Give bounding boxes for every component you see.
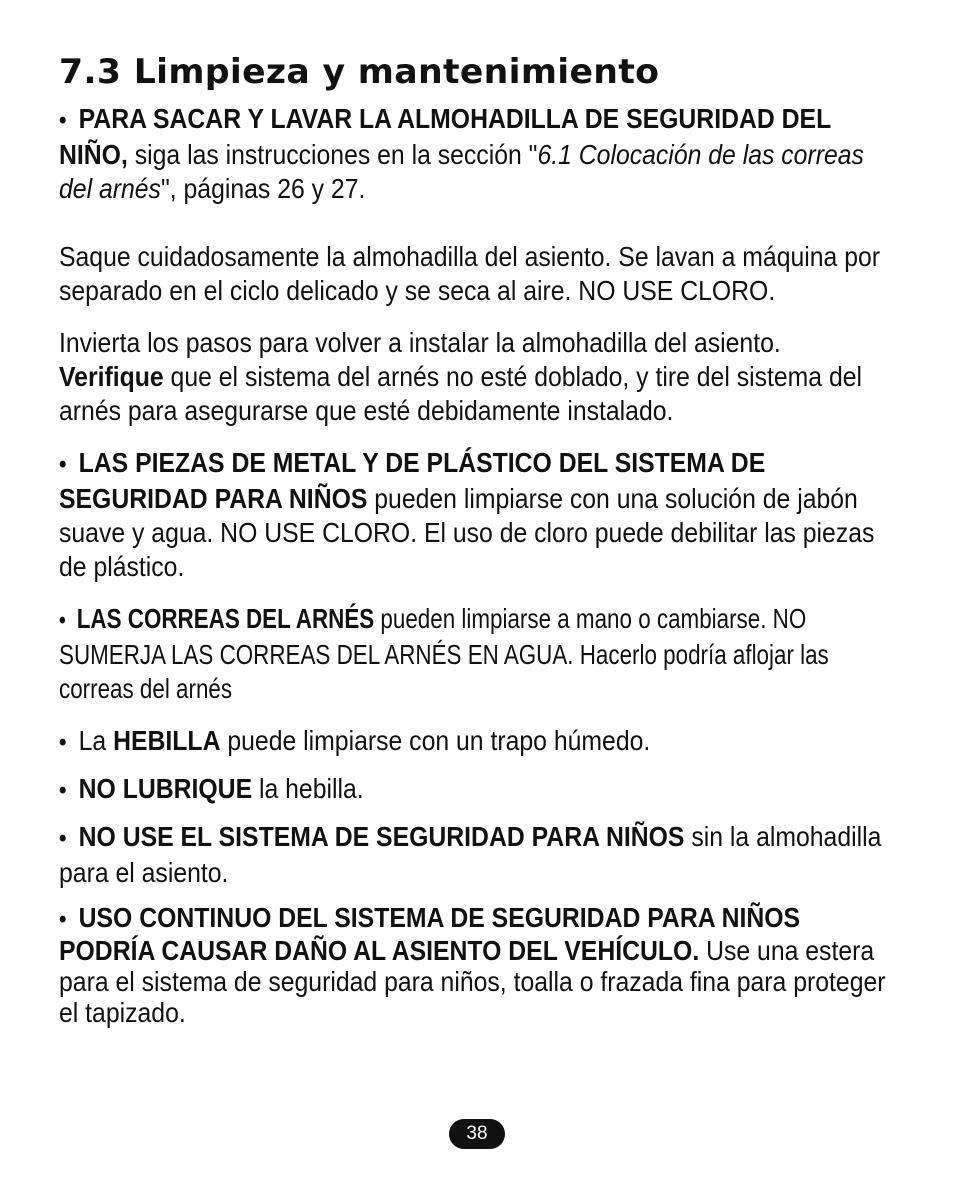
paragraph-metal-plastic	[59, 446, 899, 584]
page-content	[59, 52, 899, 1028]
paragraph-text: La	[78, 725, 114, 756]
paragraph-lead: PARA SACAR Y LAVAR LA ALMOHADILLA DE SEGURIDAD DEL NIÑO,	[59, 103, 831, 170]
paragraph-remove-pad	[59, 102, 899, 206]
paragraph-lead: LAS PIEZAS DE METAL Y DE PLÁSTICO DEL SISTEMA DE SEGURIDAD PARA NIÑOS	[59, 447, 766, 514]
paragraph-lead: Verifique	[59, 361, 164, 392]
paragraph-text: Invierta los pasos para volver a instalar la almohadilla del asiento.	[59, 327, 781, 358]
paragraph-text: pueden limpiarse a mano o cambiarse. NO SUMERJA LAS CORREAS DEL ARNÉS EN AGUA. Hacerlo podría aflojar las correas del arnés	[59, 603, 829, 704]
paragraph-wash: Saque cuidadosamente la almohadilla del asiento. Se lavan a máquina por separado en el ciclo delicado y se seca al aire. NO USE CLORO.	[59, 241, 881, 306]
paragraph-text: que el sistema del arnés no esté doblado, y tire del sistema del arnés para asegurarse que esté debidamente instalado.	[59, 361, 863, 426]
paragraph-text: ", páginas 26 y 27.	[160, 173, 366, 204]
paragraph-vehicle-seat-damage	[59, 902, 899, 1028]
paragraph-lead: HEBILLA	[113, 725, 221, 756]
paragraph-text: Use una estera para el sistema de seguridad para niños, toalla o frazada fina para proteger el tapizado.	[59, 935, 886, 1028]
paragraph-lead: USO CONTINUO DEL SISTEMA DE SEGURIDAD PARA NIÑOS PODRÍA CAUSAR DAÑO AL ASIENTO DEL VEHÍCULO.	[59, 902, 801, 966]
paragraph-text: la hebilla.	[252, 773, 364, 804]
page-number: 38	[449, 1119, 505, 1149]
paragraph-buckle	[59, 724, 899, 760]
paragraph-no-lubricate	[59, 772, 899, 808]
paragraph-text: pueden limpiarse con una solución de jabón suave y agua. NO USE CLORO. El uso de cloro puede debilitar las piezas de plástico.	[59, 483, 875, 582]
paragraph-text: puede limpiarse con un trapo húmedo.	[220, 725, 651, 756]
paragraph-reinstall	[59, 326, 899, 428]
paragraph-text: siga las instrucciones en la sección "	[127, 139, 538, 170]
section-title: 7.3 Limpieza y mantenimiento	[59, 52, 660, 92]
section-reference: 6.1 Colocación de las correas del arnés	[59, 139, 864, 204]
paragraph-harness-straps	[59, 602, 899, 706]
paragraph-lead: LAS CORREAS DEL ARNÉS	[76, 603, 375, 634]
paragraph-text: sin la almohadilla para el asiento.	[59, 821, 882, 888]
paragraph-no-use-without-pad	[59, 820, 899, 890]
paragraph-lead: NO LUBRIQUE	[78, 773, 253, 804]
paragraph-lead: NO USE EL SISTEMA DE SEGURIDAD PARA NIÑOS	[78, 821, 685, 852]
